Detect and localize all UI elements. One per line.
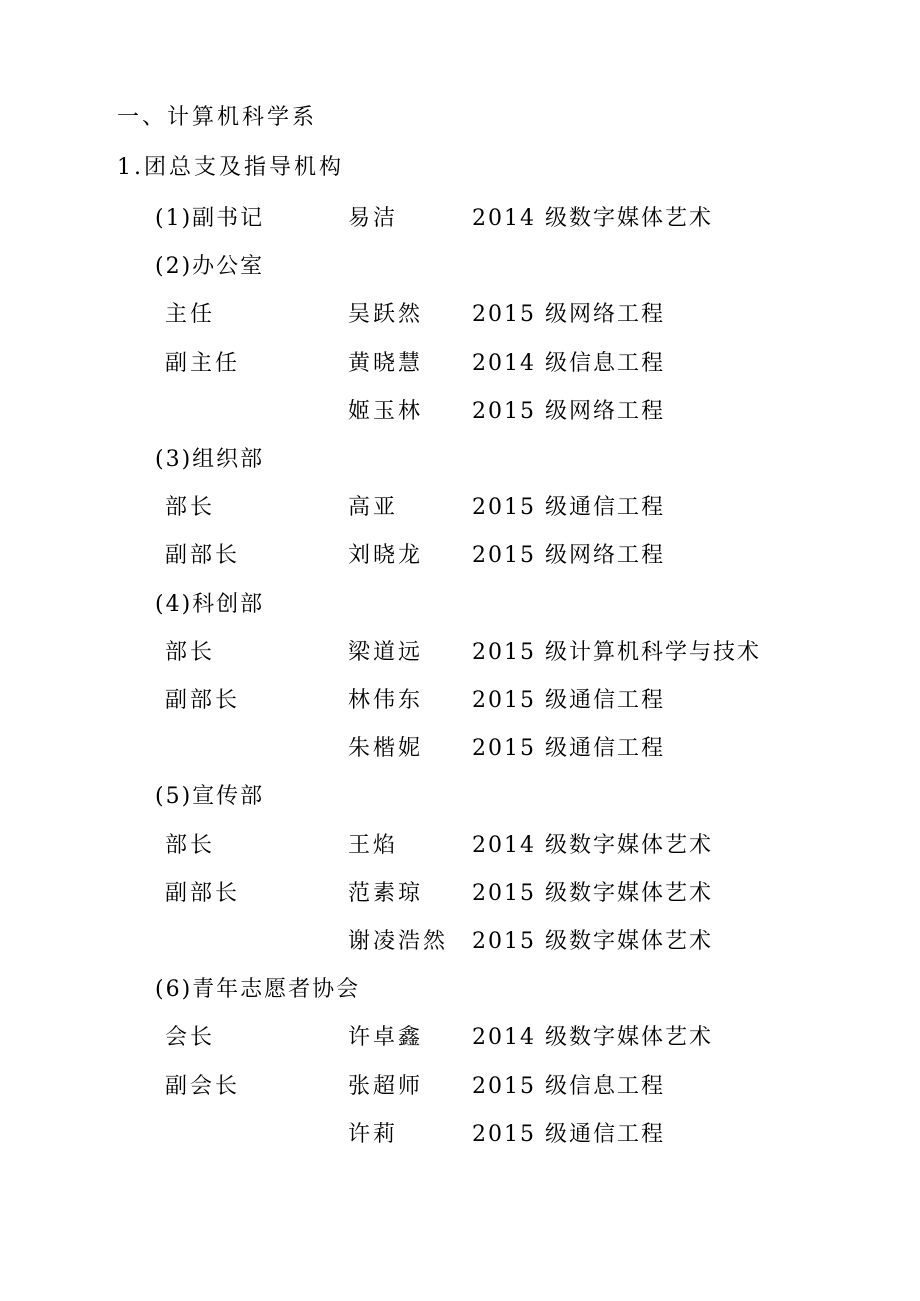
position-title: 部长 bbox=[165, 495, 216, 520]
member-class: 2015 级网络工程 bbox=[472, 543, 665, 568]
member-class: 2015 级数字媒体艺术 bbox=[472, 881, 713, 906]
position-title: 副部长 bbox=[165, 688, 241, 713]
member-name: 易洁 bbox=[348, 206, 399, 231]
table-row bbox=[0, 253, 920, 281]
table-row bbox=[0, 1121, 920, 1149]
position-title: 部长 bbox=[165, 640, 216, 665]
section-heading: 1.团总支及指导机构 bbox=[117, 155, 344, 180]
table-row bbox=[0, 783, 920, 811]
table-row bbox=[0, 542, 920, 570]
table-row bbox=[0, 928, 920, 956]
member-name: 朱楷妮 bbox=[348, 736, 424, 761]
table-row bbox=[0, 1073, 920, 1101]
table-row bbox=[0, 687, 920, 715]
position-title: 副部长 bbox=[165, 543, 241, 568]
position-title: 副会长 bbox=[165, 1074, 241, 1099]
table-row bbox=[0, 735, 920, 763]
member-name: 吴跃然 bbox=[348, 302, 424, 327]
member-class: 2015 级计算机科学与技术 bbox=[472, 640, 761, 665]
member-class: 2015 级通信工程 bbox=[472, 688, 665, 713]
table-row bbox=[0, 398, 920, 426]
member-name: 谢凌浩然 bbox=[348, 929, 449, 954]
member-class: 2014 级数字媒体艺术 bbox=[472, 833, 713, 858]
position-title: 主任 bbox=[165, 302, 216, 327]
member-name: 张超师 bbox=[348, 1074, 424, 1099]
table-row bbox=[0, 976, 920, 1004]
org-unit-label: (4)科创部 bbox=[155, 592, 265, 617]
member-class: 2015 级信息工程 bbox=[472, 1074, 665, 1099]
member-name: 高亚 bbox=[348, 495, 399, 520]
member-class: 2014 级信息工程 bbox=[472, 351, 665, 376]
position-title: 副主任 bbox=[165, 351, 241, 376]
position-title: 副部长 bbox=[165, 881, 241, 906]
org-unit-label: (2)办公室 bbox=[155, 254, 265, 279]
table-row bbox=[0, 205, 920, 233]
member-name: 林伟东 bbox=[348, 688, 424, 713]
table-row bbox=[0, 350, 920, 378]
member-name: 许卓鑫 bbox=[348, 1025, 424, 1050]
org-unit-label: (6)青年志愿者协会 bbox=[155, 977, 361, 1002]
table-row bbox=[0, 639, 920, 667]
table-row bbox=[0, 301, 920, 329]
member-name: 梁道远 bbox=[348, 640, 424, 665]
org-unit-label: (5)宣传部 bbox=[155, 784, 265, 809]
org-unit-label: (1)副书记 bbox=[155, 206, 265, 231]
table-row bbox=[0, 494, 920, 522]
member-class: 2015 级通信工程 bbox=[472, 736, 665, 761]
page-title: 一、计算机科学系 bbox=[117, 105, 318, 130]
table-row bbox=[0, 446, 920, 474]
member-class: 2015 级网络工程 bbox=[472, 302, 665, 327]
member-name: 王焰 bbox=[348, 833, 399, 858]
member-class: 2015 级通信工程 bbox=[472, 495, 665, 520]
member-name: 姬玉林 bbox=[348, 399, 424, 424]
table-row bbox=[0, 832, 920, 860]
table-row bbox=[0, 1024, 920, 1052]
table-row bbox=[0, 591, 920, 619]
member-class: 2015 级数字媒体艺术 bbox=[472, 929, 713, 954]
member-class: 2015 级通信工程 bbox=[472, 1122, 665, 1147]
table-row bbox=[0, 880, 920, 908]
member-name: 许莉 bbox=[348, 1122, 399, 1147]
member-name: 范素琼 bbox=[348, 881, 424, 906]
org-unit-label: (3)组织部 bbox=[155, 447, 265, 472]
position-title: 部长 bbox=[165, 833, 216, 858]
member-class: 2014 级数字媒体艺术 bbox=[472, 1025, 713, 1050]
member-name: 刘晓龙 bbox=[348, 543, 424, 568]
member-class: 2014 级数字媒体艺术 bbox=[472, 206, 713, 231]
member-name: 黄晓慧 bbox=[348, 351, 424, 376]
member-class: 2015 级网络工程 bbox=[472, 399, 665, 424]
position-title: 会长 bbox=[165, 1025, 216, 1050]
